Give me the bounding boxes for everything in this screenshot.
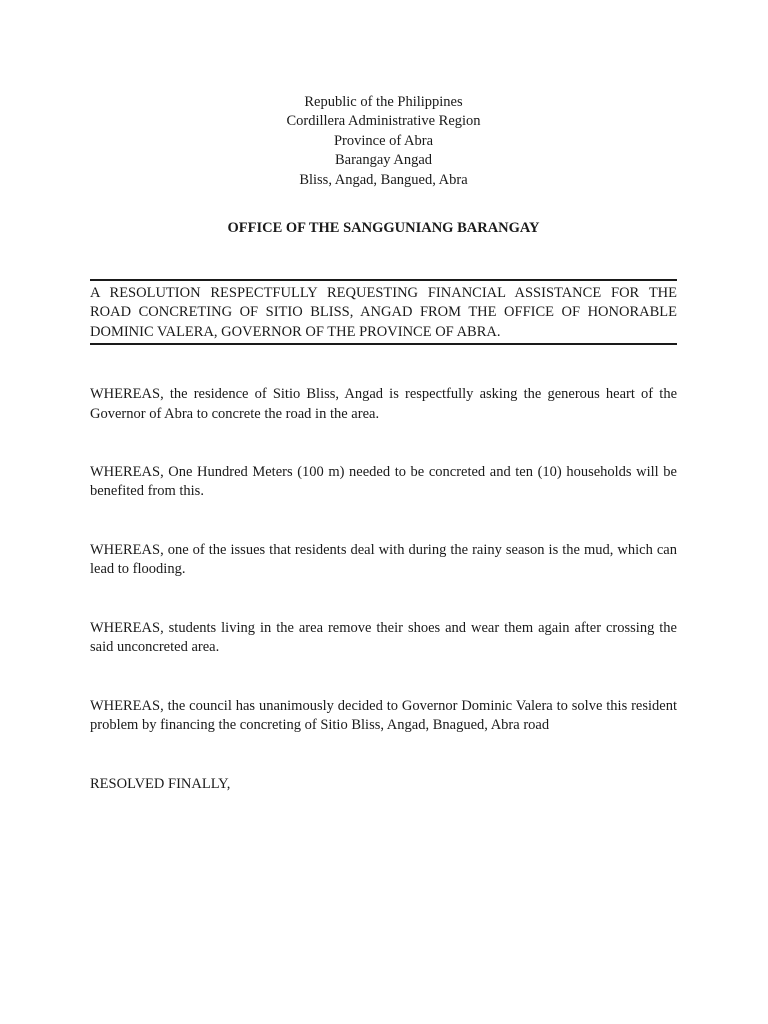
letterhead [90,93,677,190]
office-title: OFFICE OF THE SANGGUNIANG BARANGAY [227,220,540,237]
whereas-clause-3: WHEREAS, one of the issues that residents deal with during the rainy season is the mud, which can lead to flooding. [90,541,677,578]
whereas-clause-2: WHEREAS, One Hundred Meters (100 m) needed to be concreted and ten (10) households will be benefited from this. [90,464,677,500]
whereas-clause-4: WHEREAS, students living in the area remove their shoes and wear them again after crossing the said unconcreted area. [90,619,677,656]
whereas-clause-1: WHEREAS, the residence of Sitio Bliss, Angad is respectfully asking the generous heart of the Governor of Abra to concrete the road in the area. [90,386,677,422]
letterhead-barangay: Barangay Angad [334,152,433,169]
resolved-clause: RESOLVED FINALLY, [90,776,231,793]
letterhead-region: Cordillera Administrative Region [286,113,481,130]
letterhead-country: Republic of the Philippines [304,94,463,110]
letterhead-province: Province of Abra [333,132,434,149]
resolution-title: A RESOLUTION RESPECTFULLY REQUESTING FINANCIAL ASSISTANCE FOR THE ROAD CONCRETING OF SITIO BLISS, ANGAD FROM THE OFFICE OF HONORABLE DOMINIC VALERA, GOVERNOR OF THE PROVINCE OF ABRA. [90,279,677,345]
letterhead-address: Bliss, Angad, Bangued, Abra [299,171,468,188]
document-body [90,93,677,795]
whereas-clause-5: WHEREAS, the council has unanimously decided to Governor Dominic Valera to solve this resident problem by financing the concreting of Sitio Bliss, Angad, Bnagued, Abra road [90,697,677,733]
